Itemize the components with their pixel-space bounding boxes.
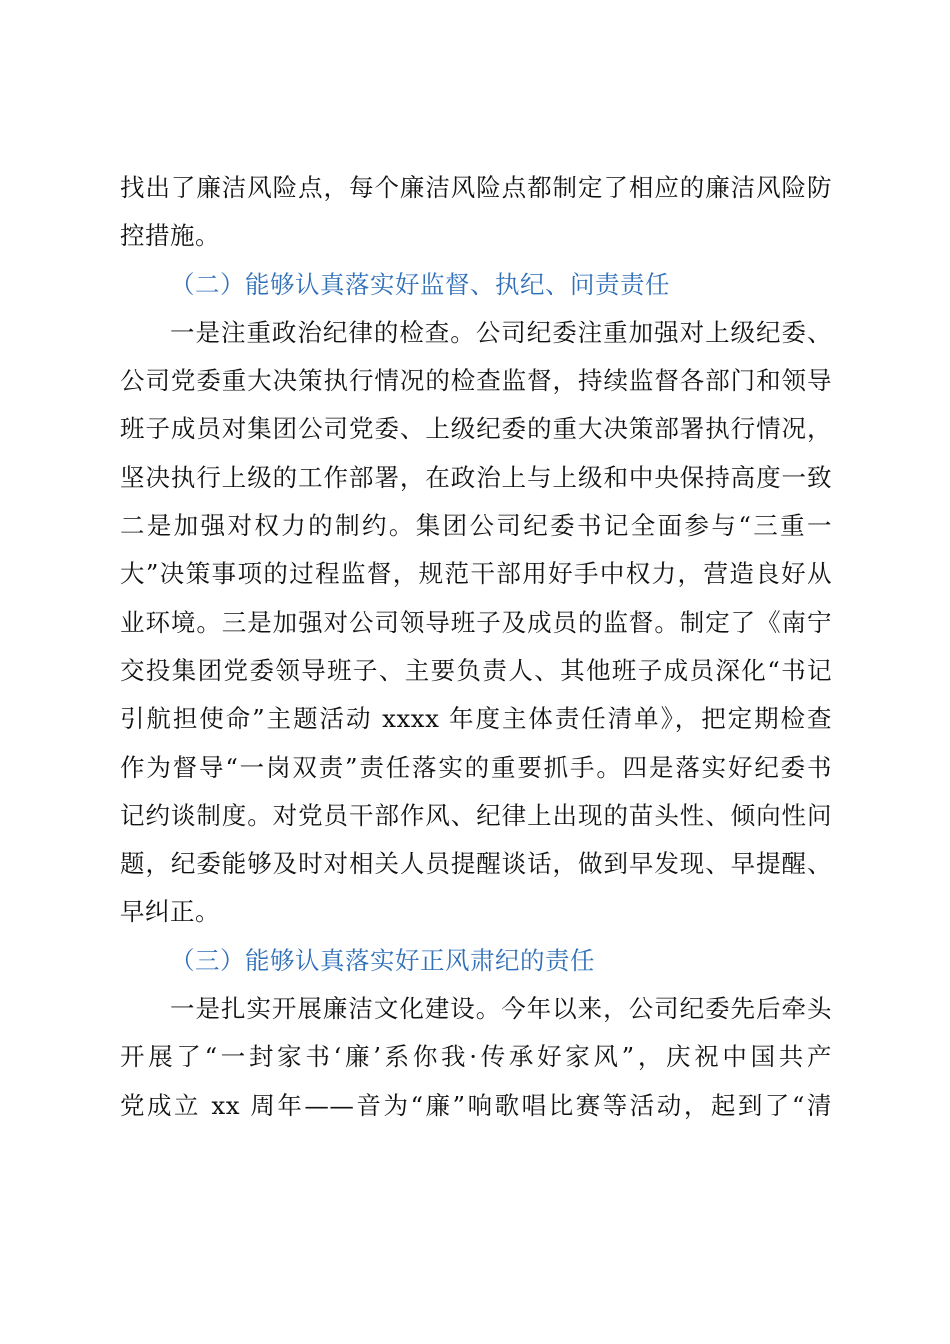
body-line: 引航担使命”主题活动 xxxx 年度主体责任清单》，把定期检查 xyxy=(120,704,832,734)
body-line: 找出了廉洁风险点，每个廉洁风险点都制定了相应的廉洁风险防 xyxy=(120,173,832,202)
body-line: 党成立 xx 周年——音为“廉”响歌唱比赛等活动，起到了“清 xyxy=(120,1090,832,1120)
body-line: 作为督导“一岗双责”责任落实的重要抓手。四是落实好纪委书 xyxy=(120,752,832,782)
body-line: 早纠正。 xyxy=(120,897,220,927)
document-body xyxy=(120,164,832,1130)
body-line: 业环境。三是加强对公司领导班子及成员的监督。制定了《南宁 xyxy=(120,607,832,637)
body-line: 大”决策事项的过程监督，规范干部用好手中权力，营造良好从 xyxy=(120,559,832,589)
body-line: 坚决执行上级的工作部署，在政治上与上级和中央保持高度一致 xyxy=(120,462,832,492)
body-line: 班子成员对集团公司党委、上级纪委的重大决策部署执行情况， xyxy=(120,414,832,444)
section-heading: （三）能够认真落实好正风肃纪的责任 xyxy=(170,945,595,975)
body-line: 二是加强对权力的制约。集团公司纪委书记全面参与“三重一 xyxy=(120,511,832,541)
body-line: 题，纪委能够及时对相关人员提醒谈话，做到早发现、早提醒、 xyxy=(120,849,832,879)
body-line: 控措施。 xyxy=(120,221,220,251)
body-line: 公司党委重大决策执行情况的检查监督，持续监督各部门和领导 xyxy=(120,366,832,396)
body-line: 开展了“一封家书‘廉’系你我·传承好家风”，庆祝中国共产 xyxy=(120,1042,832,1072)
section-heading: （二）能够认真落实好监督、执纪、问责责任 xyxy=(170,269,670,299)
body-line: 交投集团党委领导班子、主要负责人、其他班子成员深化“书记 xyxy=(120,655,832,685)
body-line: 记约谈制度。对党员干部作风、纪律上出现的苗头性、倾向性问 xyxy=(120,800,832,830)
body-line: 一是注重政治纪律的检查。公司纪委注重加强对上级纪委、 xyxy=(170,317,832,347)
body-line: 一是扎实开展廉洁文化建设。今年以来，公司纪委先后牵头 xyxy=(170,994,832,1024)
